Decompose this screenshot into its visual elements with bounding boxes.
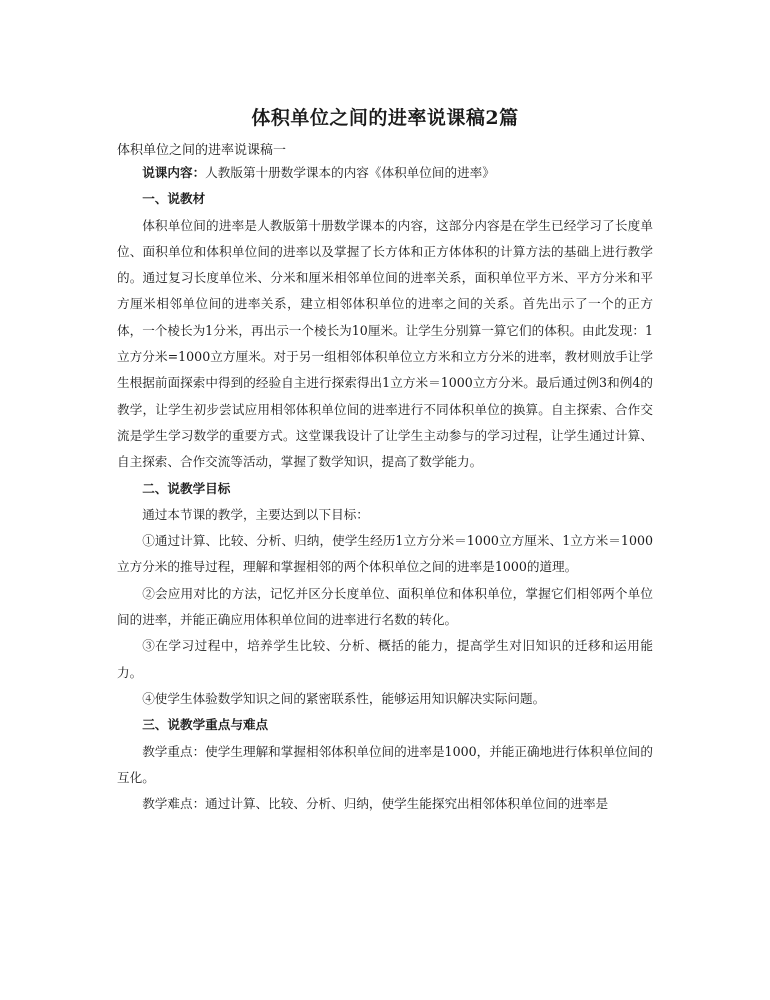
intro-label: 说课内容： — [142, 165, 206, 180]
goal-4: ④使学生体验数学知识之间的紧密联系性，能够运用知识解决实际问题。 — [142, 690, 546, 706]
difficulty-paragraph: 教学难点：通过计算、比较、分析、归纳，使学生能探究出相邻体积单位间的进率是 — [142, 796, 609, 812]
key-point-paragraph: 教学重点：使学生理解和掌握相邻体积单位间的进率是1000，并能正确地进行体积单位间的互化。 — [117, 743, 653, 785]
section3-heading: 三、说教学重点与难点 — [142, 717, 269, 733]
intro-text: 人教版第十册数学课本的内容《体积单位间的进率》 — [205, 165, 495, 180]
section2-intro: 通过本节课的教学，主要达到以下目标： — [142, 506, 369, 522]
document-body — [117, 160, 653, 817]
intro-paragraph — [117, 160, 653, 186]
goal-2: ②会应用对比的方法，记忆并区分长度单位、面积单位和体积单位，掌握它们相邻两个单位间的进率，并能正确应用体积单位间的进率进行名数的转化。 — [117, 585, 653, 628]
section1-paragraph: 体积单位间的进率是人教版第十册数学课本的内容，这部分内容是在学生已经学习了长度单位、面积单位和体积单位间的进率以及掌握了长方体和正方体体积的计算方法的基础上进行教学的。通过复习长度单位米、分米和厘米相邻单位间的进率关系，面积单位平方米、平方分米和平方厘米相邻单位间的进率关系，建立相邻体积单位的进率之间的关系。首先出示了一个的正方体，一个棱长为1分米，再出示一个棱长为10厘米。让学生分别算一算它们的体积。由此发现：1立方分米=1000立方厘米。对于另一组相邻体积单位立方米和立方分米的进率，教材则放手让学生根据前面探索中得到的经验自主进行探索得出1立方米＝1000立方分米。最后通过例3和例4的教学，让学生初步尝试应用相邻体积单位间的进率进行不同体积单位的换算。自主探索、合作交流是学生学习数学的重要方式。这堂课我设计了让学生主动参与的学习过程，让学生通过计算、自主探索、合作交流等活动，掌握了数学知识，提高了数学能力。 — [117, 217, 653, 470]
section1-heading: 一、说教材 — [142, 191, 206, 207]
section2-heading: 二、说教学目标 — [142, 480, 231, 496]
document-title: 体积单位之间的进率说课稿2篇 — [251, 107, 519, 129]
goal-1: ①通过计算、比较、分析、归纳，使学生经历1立方分米＝1000立方厘米、1立方米＝1000立方分米的推导过程，理解和掌握相邻的两个体积单位之间的进率是1000的道理。 — [117, 533, 653, 575]
goal-3: ③在学习过程中，培养学生比较、分析、概括的能力，提高学生对旧知识的迁移和运用能力。 — [117, 638, 653, 680]
document-subtitle: 体积单位之间的进率说课稿一 — [117, 143, 287, 158]
